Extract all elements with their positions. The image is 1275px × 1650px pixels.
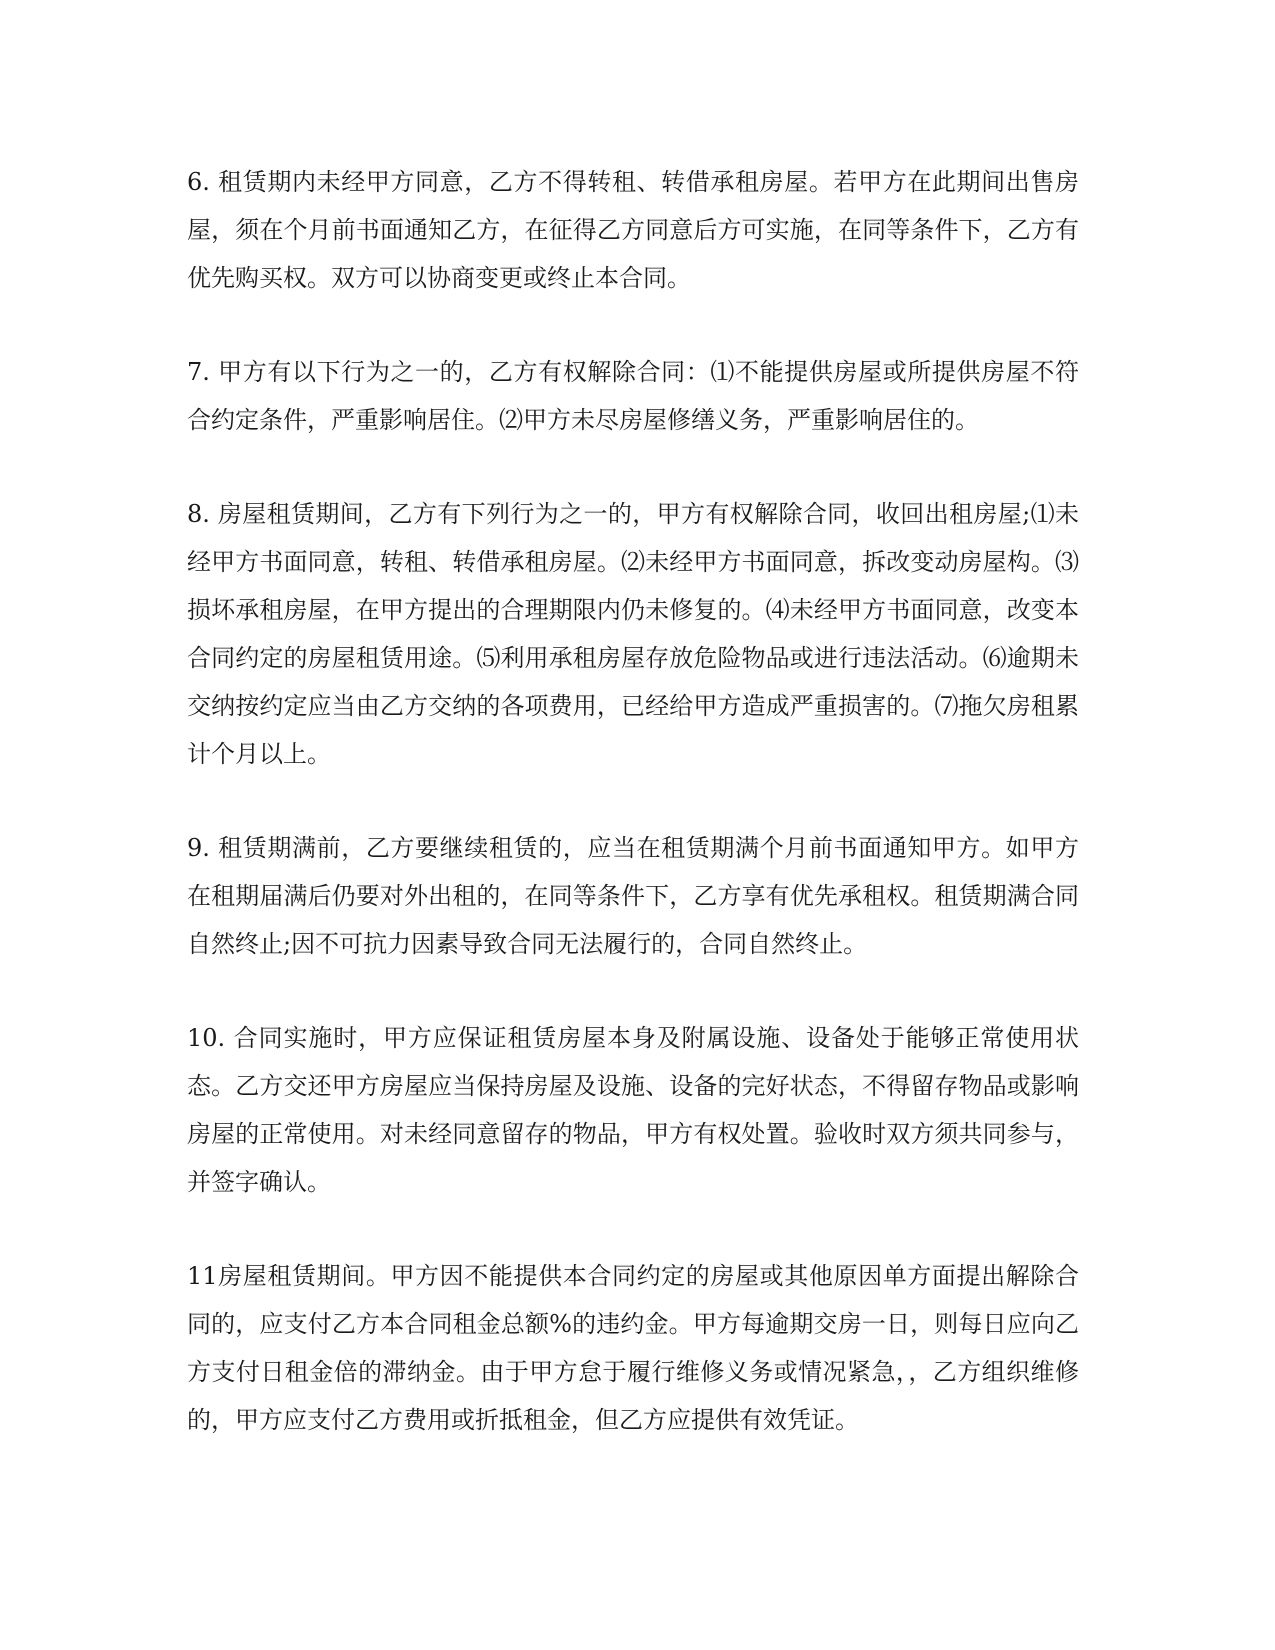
document-body [187, 158, 1079, 1490]
clause-11: 11房屋租赁期间。甲方因不能提供本合同约定的房屋或其他原因单方面提出解除合同的，应支付乙方本合同租金总额%的违约金。甲方每逾期交房一日，则每日应向乙方支付日租金倍的滞纳金。由于甲方怠于履行维修义务或情况紧急，，乙方组织维修的，甲方应支付乙方费用或折抵租金，但乙方应提供有效凭证。 [187, 1262, 1079, 1434]
clause-9: 9. 租赁期满前，乙方要继续租赁的，应当在租赁期满个月前书面通知甲方。如甲方在租期届满后仍要对外出租的，在同等条件下，乙方享有优先承租权。租赁期满合同自然终止;因不可抗力因素导致合同无法履行的，合同自然终止。 [187, 834, 1079, 958]
clause-10: 10. 合同实施时，甲方应保证租赁房屋本身及附属设施、设备处于能够正常使用状态。乙方交还甲方房屋应当保持房屋及设施、设备的完好状态，不得留存物品或影响房屋的正常使用。对未经同意留存的物品，甲方有权处置。验收时双方须共同参与，并签字确认。 [187, 1024, 1079, 1196]
clause-6: 6. 租赁期内未经甲方同意，乙方不得转租、转借承租房屋。若甲方在此期间出售房屋，须在个月前书面通知乙方，在征得乙方同意后方可实施，在同等条件下，乙方有优先购买权。双方可以协商变更或终止本合同。 [187, 168, 1079, 292]
clause-7: 7. 甲方有以下行为之一的，乙方有权解除合同：⑴不能提供房屋或所提供房屋不符合约定条件，严重影响居住。⑵甲方未尽房屋修缮义务，严重影响居住的。 [187, 358, 1079, 434]
clause-8: 8. 房屋租赁期间，乙方有下列行为之一的，甲方有权解除合同，收回出租房屋;⑴未经甲方书面同意，转租、转借承租房屋。⑵未经甲方书面同意，拆改变动房屋构。⑶损坏承租房屋，在甲方提出的合理期限内仍未修复的。⑷未经甲方书面同意，改变本合同约定的房屋租赁用途。⑸利用承租房屋存放危险物品或进行违法活动。⑹逾期未交纳按约定应当由乙方交纳的各项费用，已经给甲方造成严重损害的。⑺拖欠房租累计个月以上。 [187, 500, 1079, 768]
